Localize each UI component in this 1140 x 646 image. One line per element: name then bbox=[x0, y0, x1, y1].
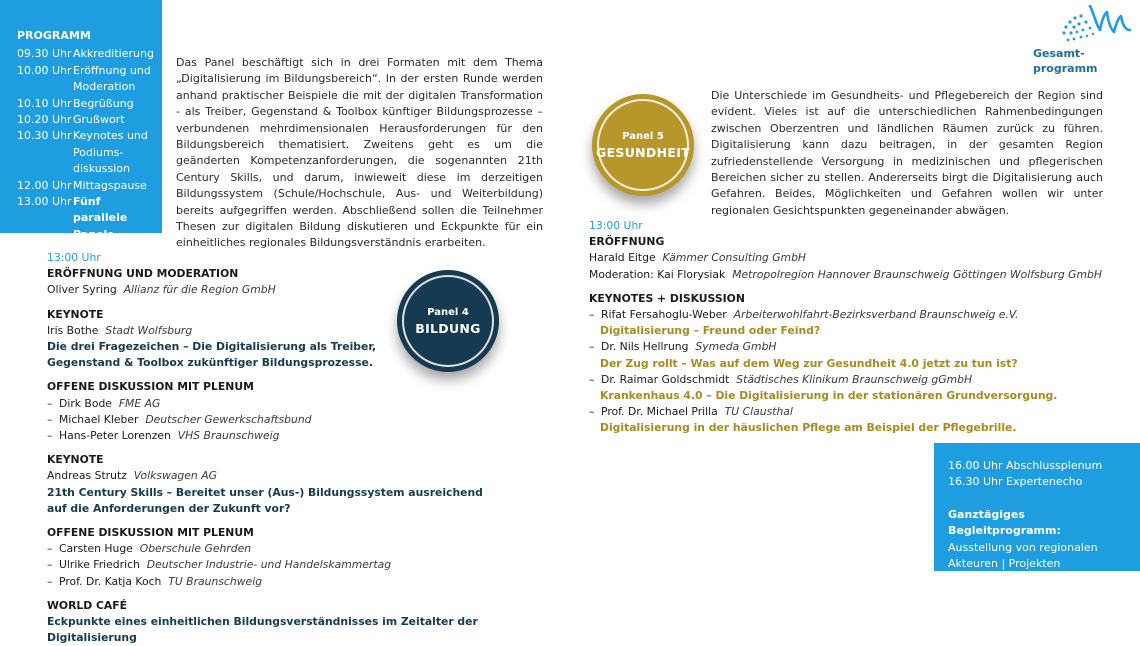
list-item: – Dr. Nils Hellrung Symeda GmbH bbox=[589, 340, 777, 354]
list-item: – Hans-Peter Lorenzen VHS Braunschweig bbox=[47, 429, 280, 443]
list-item: – Rifat Fersahoglu-Weber Arbeiterwohlfahrt-Bezirksverband Braunschweig e.V. bbox=[589, 308, 1019, 322]
section-heading: KEYNOTE bbox=[47, 307, 104, 321]
intro-text-gesundheit: Die Unterschiede im Gesundheits- und Pflegebereich der Region sind evident. Vieles ist auf die unterschiedlichen Rahmenbedingungen zwischen Oberzentren und ländlichen Räumen zurück zu führen. Digitalisierung kann dazu beitragen, in der gesamten Region zufriedenstellende Versorgung in medizinischen und pflegerischen Bereichen sicher zu stellen. Andererseits birgt die Digitalisierung auch Gefahren. Beides, Möglichkeiten und Gefahren wollen wir unter regionalen Gesichtspunkten gegeneinander abwägen. bbox=[711, 89, 1103, 217]
list-item: – Michael Kleber Deutscher Gewerkschaftsbund bbox=[47, 412, 312, 426]
section-heading: OFFENE DISKUSSION MIT PLENUM bbox=[47, 526, 254, 540]
list-item: – Prof. Dr. Michael Prilla TU Clausthal bbox=[589, 405, 793, 419]
talk-title: Krankenhaus 4.0 – Die Digitalisierung in der stationären Grundversorgung. bbox=[600, 389, 1058, 403]
start-time: 13:00 Uhr bbox=[47, 251, 101, 264]
talk-title: Eckpunkte eines einheitlichen Bildungsverständnisses im Zeitalter der Digitalisierung bbox=[47, 615, 478, 645]
programm-item: 10.20 Uhr Grußwort bbox=[17, 113, 125, 127]
section-heading: ERÖFFNUNG bbox=[589, 235, 665, 249]
talk-title: auf die Anforderungen der Zukunft vor? bbox=[47, 501, 291, 515]
programm-item: 10.00 Uhr Eröffnung und Moderation bbox=[17, 63, 151, 94]
list-item: – Carsten Huge Oberschule Gehrden bbox=[47, 542, 252, 556]
list-item: – Prof. Dr. Katja Koch TU Braunschweig bbox=[47, 574, 263, 588]
speaker-line: Iris Bothe Stadt Wolfsburg bbox=[47, 323, 193, 337]
panel-number: Panel 5 bbox=[622, 130, 664, 142]
programm-item: 12.00 Uhr Mittagspause bbox=[17, 178, 147, 192]
start-time: 13:00 Uhr bbox=[589, 219, 643, 232]
programm-heading: PROGRAMM bbox=[17, 29, 91, 42]
section-heading: WORLD CAFÉ bbox=[47, 598, 128, 612]
section-heading: OFFENE DISKUSSION MIT PLENUM bbox=[47, 380, 254, 394]
panel-title: BILDUNG bbox=[415, 320, 481, 336]
panel-number: Panel 4 bbox=[427, 306, 469, 318]
programm-item: 09.30 Uhr Akkreditierung bbox=[17, 47, 154, 61]
speaker-line: Harald Eitge Kämmer Consulting GmbH bbox=[589, 251, 807, 265]
section-heading: ERÖFFNUNG UND MODERATION bbox=[47, 267, 239, 281]
list-item: – Ulrike Friedrich Deutscher Industrie- und Handelskammertag bbox=[47, 558, 392, 572]
programm-box bbox=[0, 0, 162, 241]
logo-text: Gesamt- programm bbox=[1033, 47, 1098, 75]
programm-item: 13.00 Uhr Fünf parallele Panels bbox=[17, 195, 128, 241]
speaker-line: Andreas Strutz Volkswagen AG bbox=[47, 469, 217, 483]
programm-item: 10.10 Uhr Begrüßung bbox=[17, 96, 134, 110]
speaker-line: Oliver Syring Allianz für die Region GmbH bbox=[47, 283, 276, 297]
panel-5-program bbox=[589, 218, 1109, 437]
talk-title: Digitalisierung – Freund oder Feind? bbox=[600, 324, 821, 338]
closing-box: 16.00 Uhr Abschlussplenum 16.30 Uhr Expertenecho Ganztägiges Begleitprogramm: Ausstellung von regionalen Akteuren | Projekten bbox=[934, 443, 1140, 571]
panel-5-badge bbox=[592, 94, 694, 196]
talk-title: Die drei Fragezeichen – Die Digitalisierung als Treiber, bbox=[47, 340, 377, 354]
list-item: – Dr. Raimar Goldschmidt Städtisches Klinikum Braunschweig gGmbH bbox=[589, 372, 973, 386]
list-item: – Dirk Bode FME AG bbox=[47, 396, 161, 410]
section-heading: KEYNOTES + DISKUSSION bbox=[589, 291, 745, 305]
talk-title: Gegenstand & Toolbox zukünftiger Bildungsprozesse. bbox=[47, 356, 373, 370]
intro-text-bildung: Das Panel beschäftigt sich in drei Formaten mit dem Thema „Digitalisierung im Bildungsbereich“. In der ersten Runde werden anhand praktischer Beispiele die mit der digitalen Transformation - als Treiber, Gegenstand & Toolbox künftiger Bildungsprozesse – verbundenen mehrdimensionalen Herausforderungen für den Bildungsbereich thematisiert. Zweitens geht es um die geänderten Kompetenzanforderungen, die sogenannten 21th Century Skills, und darum, inwieweit diese im derzeitigen Bildungssystem (Schule/Hochschule, Aus- und Weiterbildung) bereits aufgegriffen werden. Abschließend sollen die Teilnehmer Thesen zur digitalen Bildung diskutieren und Eckpunkte für ein einheitliches regionales Bildungsverständnis erarbeiten. bbox=[176, 56, 543, 250]
panel-4-program bbox=[47, 250, 527, 646]
moderation-line: Moderation: Kai Florysiak Metropolregion Hannover Braunschweig Göttingen Wolfsburg GmbH bbox=[589, 267, 1102, 281]
talk-title: 21th Century Skills – Bereitet unser (Aus-) Bildungssystem ausreichend bbox=[47, 485, 483, 499]
section-heading: KEYNOTE bbox=[47, 453, 104, 467]
talk-title: Digitalisierung in der häuslichen Pflege am Beispiel der Pflegebrille. bbox=[600, 421, 1017, 435]
talk-title: Der Zug rollt – Was auf dem Weg zur Gesundheit 4.0 jetzt zu tun ist? bbox=[600, 356, 1018, 370]
programm-item: 10.30 Uhr Keynotes und Podiums- diskussion bbox=[17, 129, 148, 176]
panel-title: GESUNDHEIT bbox=[596, 144, 690, 160]
